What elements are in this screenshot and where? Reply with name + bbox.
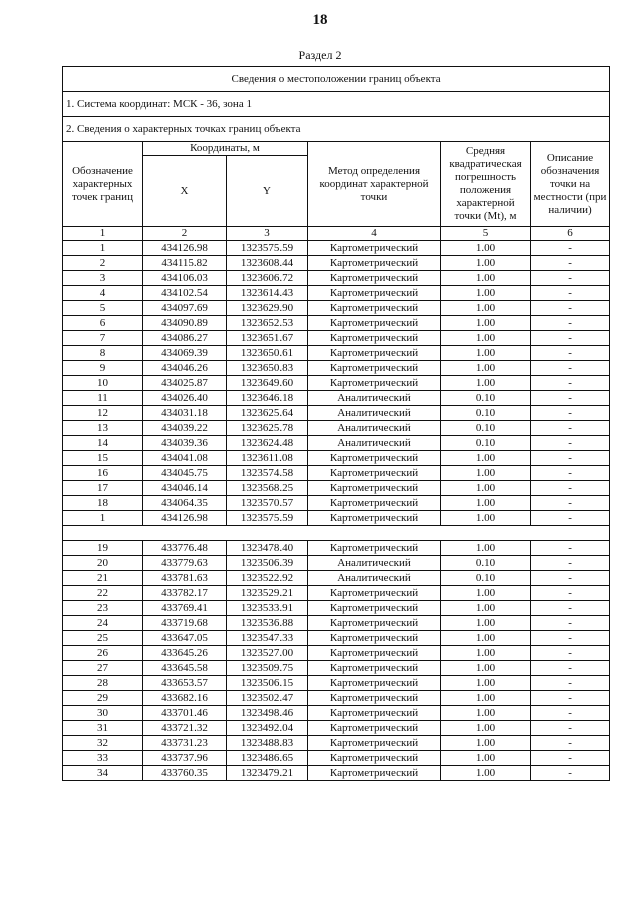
y-cell: 1323486.65 xyxy=(227,751,308,766)
table-row xyxy=(63,241,610,256)
x-cell: 433769.41 xyxy=(143,601,227,616)
x-cell: 433737.96 xyxy=(143,751,227,766)
point-name-cell: 31 xyxy=(63,721,143,736)
y-cell: 1323574.58 xyxy=(227,466,308,481)
method-cell: Картометрический xyxy=(308,451,441,466)
y-cell: 1323629.90 xyxy=(227,301,308,316)
description-cell: - xyxy=(531,256,610,271)
table-row xyxy=(63,361,610,376)
y-cell: 1323650.61 xyxy=(227,346,308,361)
description-cell: - xyxy=(531,361,610,376)
accuracy-cell: 1.00 xyxy=(441,451,531,466)
table-row xyxy=(63,256,610,271)
table-row xyxy=(63,661,610,676)
description-cell: - xyxy=(531,331,610,346)
method-cell: Картометрический xyxy=(308,631,441,646)
table-row xyxy=(63,616,610,631)
accuracy-cell: 1.00 xyxy=(441,376,531,391)
method-cell: Картометрический xyxy=(308,481,441,496)
x-cell: 433782.17 xyxy=(143,586,227,601)
description-cell: - xyxy=(531,571,610,586)
accuracy-cell: 1.00 xyxy=(441,646,531,661)
y-cell: 1323649.60 xyxy=(227,376,308,391)
x-cell: 433731.23 xyxy=(143,736,227,751)
point-name-cell: 17 xyxy=(63,481,143,496)
table-row xyxy=(63,766,610,781)
y-cell: 1323575.59 xyxy=(227,241,308,256)
table-row xyxy=(63,376,610,391)
x-cell: 433776.48 xyxy=(143,541,227,556)
method-cell: Картометрический xyxy=(308,661,441,676)
point-name-cell: 32 xyxy=(63,736,143,751)
accuracy-cell: 1.00 xyxy=(441,661,531,676)
method-cell: Картометрический xyxy=(308,496,441,511)
table-row xyxy=(63,391,610,406)
column-number: 6 xyxy=(531,227,610,241)
section-label: Раздел 2 xyxy=(298,48,342,62)
header-coordinates: Координаты, м xyxy=(143,142,308,156)
description-cell: - xyxy=(531,751,610,766)
table-row xyxy=(63,301,610,316)
description-cell: - xyxy=(531,376,610,391)
accuracy-cell: 0.10 xyxy=(441,571,531,586)
point-name-cell: 30 xyxy=(63,706,143,721)
table-row xyxy=(63,436,610,451)
table-row xyxy=(63,286,610,301)
y-cell: 1323529.21 xyxy=(227,586,308,601)
y-cell: 1323650.83 xyxy=(227,361,308,376)
x-cell: 434045.75 xyxy=(143,466,227,481)
accuracy-cell: 1.00 xyxy=(441,736,531,751)
x-cell: 434039.36 xyxy=(143,436,227,451)
method-cell: Аналитический xyxy=(308,406,441,421)
x-cell: 433719.68 xyxy=(143,616,227,631)
description-cell: - xyxy=(531,646,610,661)
table-row xyxy=(63,331,610,346)
y-cell: 1323606.72 xyxy=(227,271,308,286)
points-title: 2. Сведения о характерных точках границ объекта xyxy=(63,117,610,142)
accuracy-cell: 1.00 xyxy=(441,496,531,511)
y-cell: 1323575.59 xyxy=(227,511,308,526)
description-cell: - xyxy=(531,601,610,616)
y-cell: 1323646.18 xyxy=(227,391,308,406)
separator-cell xyxy=(63,526,610,541)
x-cell: 434031.18 xyxy=(143,406,227,421)
description-cell: - xyxy=(531,706,610,721)
method-cell: Картометрический xyxy=(308,331,441,346)
y-cell: 1323652.53 xyxy=(227,316,308,331)
y-cell: 1323533.91 xyxy=(227,601,308,616)
point-name-cell: 1 xyxy=(63,511,143,526)
x-cell: 434126.98 xyxy=(143,511,227,526)
contour-separator-row xyxy=(63,526,610,541)
accuracy-cell: 1.00 xyxy=(441,286,531,301)
method-cell: Картометрический xyxy=(308,376,441,391)
accuracy-cell: 1.00 xyxy=(441,751,531,766)
column-number: 1 xyxy=(63,227,143,241)
y-cell: 1323624.48 xyxy=(227,436,308,451)
x-cell: 434090.89 xyxy=(143,316,227,331)
description-cell: - xyxy=(531,286,610,301)
method-cell: Картометрический xyxy=(308,466,441,481)
point-name-cell: 2 xyxy=(63,256,143,271)
description-cell: - xyxy=(531,616,610,631)
method-cell: Картометрический xyxy=(308,241,441,256)
table-row xyxy=(63,751,610,766)
description-cell: - xyxy=(531,691,610,706)
x-cell: 434046.14 xyxy=(143,481,227,496)
accuracy-cell: 1.00 xyxy=(441,466,531,481)
accuracy-cell: 1.00 xyxy=(441,721,531,736)
y-cell: 1323509.75 xyxy=(227,661,308,676)
x-cell: 434069.39 xyxy=(143,346,227,361)
y-cell: 1323625.64 xyxy=(227,406,308,421)
table-row xyxy=(63,406,610,421)
description-cell: - xyxy=(531,466,610,481)
method-cell: Картометрический xyxy=(308,601,441,616)
point-name-cell: 11 xyxy=(63,391,143,406)
description-cell: - xyxy=(531,556,610,571)
method-cell: Картометрический xyxy=(308,586,441,601)
point-name-cell: 12 xyxy=(63,406,143,421)
description-cell: - xyxy=(531,406,610,421)
header-point-name: Обозначение характерных точек границ xyxy=(63,142,143,227)
table-row xyxy=(63,736,610,751)
description-cell: - xyxy=(531,496,610,511)
x-cell: 434102.54 xyxy=(143,286,227,301)
y-cell: 1323479.21 xyxy=(227,766,308,781)
y-cell: 1323611.08 xyxy=(227,451,308,466)
accuracy-cell: 1.00 xyxy=(441,271,531,286)
accuracy-cell: 1.00 xyxy=(441,316,531,331)
y-cell: 1323478.40 xyxy=(227,541,308,556)
x-cell: 434106.03 xyxy=(143,271,227,286)
method-cell: Аналитический xyxy=(308,571,441,586)
point-name-cell: 10 xyxy=(63,376,143,391)
page-number: 18 xyxy=(312,12,328,28)
y-cell: 1323506.39 xyxy=(227,556,308,571)
accuracy-cell: 1.00 xyxy=(441,706,531,721)
accuracy-cell: 1.00 xyxy=(441,586,531,601)
point-name-cell: 20 xyxy=(63,556,143,571)
column-numbers-row xyxy=(63,227,610,241)
y-cell: 1323522.92 xyxy=(227,571,308,586)
description-cell: - xyxy=(531,586,610,601)
accuracy-cell: 1.00 xyxy=(441,301,531,316)
point-name-cell: 28 xyxy=(63,676,143,691)
x-cell: 434115.82 xyxy=(143,256,227,271)
x-cell: 434097.69 xyxy=(143,301,227,316)
method-cell: Аналитический xyxy=(308,436,441,451)
y-cell: 1323614.43 xyxy=(227,286,308,301)
table-row xyxy=(63,721,610,736)
method-cell: Картометрический xyxy=(308,676,441,691)
point-name-cell: 22 xyxy=(63,586,143,601)
x-cell: 434086.27 xyxy=(143,331,227,346)
description-cell: - xyxy=(531,676,610,691)
method-cell: Картометрический xyxy=(308,271,441,286)
method-cell: Картометрический xyxy=(308,301,441,316)
accuracy-cell: 1.00 xyxy=(441,331,531,346)
x-cell: 433645.26 xyxy=(143,646,227,661)
point-name-cell: 13 xyxy=(63,421,143,436)
accuracy-cell: 1.00 xyxy=(441,676,531,691)
header-accuracy: Средняя квадратическая погрешность положения характерной точки (Mt), м xyxy=(441,142,531,227)
coord-system: 1. Система координат: МСК - 36, зона 1 xyxy=(63,92,610,117)
table-row xyxy=(63,541,610,556)
point-name-cell: 24 xyxy=(63,616,143,631)
table-row xyxy=(63,316,610,331)
table-row xyxy=(63,706,610,721)
method-cell: Аналитический xyxy=(308,391,441,406)
description-cell: - xyxy=(531,631,610,646)
method-cell: Картометрический xyxy=(308,616,441,631)
x-cell: 434039.22 xyxy=(143,421,227,436)
table-body xyxy=(63,241,610,781)
accuracy-cell: 1.00 xyxy=(441,256,531,271)
method-cell: Картометрический xyxy=(308,751,441,766)
table-row xyxy=(63,556,610,571)
y-cell: 1323651.67 xyxy=(227,331,308,346)
accuracy-cell: 0.10 xyxy=(441,391,531,406)
accuracy-cell: 1.00 xyxy=(441,346,531,361)
y-cell: 1323547.33 xyxy=(227,631,308,646)
y-cell: 1323527.00 xyxy=(227,646,308,661)
table-row xyxy=(63,511,610,526)
method-cell: Картометрический xyxy=(308,511,441,526)
table-row xyxy=(63,466,610,481)
x-cell: 434046.26 xyxy=(143,361,227,376)
x-cell: 433779.63 xyxy=(143,556,227,571)
method-cell: Аналитический xyxy=(308,421,441,436)
description-cell: - xyxy=(531,316,610,331)
x-cell: 433647.05 xyxy=(143,631,227,646)
y-cell: 1323536.88 xyxy=(227,616,308,631)
y-cell: 1323625.78 xyxy=(227,421,308,436)
table-title: Сведения о местоположении границ объекта xyxy=(63,67,610,92)
method-cell: Картометрический xyxy=(308,541,441,556)
description-cell: - xyxy=(531,346,610,361)
table-row xyxy=(63,691,610,706)
column-number: 3 xyxy=(227,227,308,241)
point-name-cell: 19 xyxy=(63,541,143,556)
x-cell: 434026.40 xyxy=(143,391,227,406)
description-cell: - xyxy=(531,451,610,466)
y-cell: 1323506.15 xyxy=(227,676,308,691)
table-row xyxy=(63,601,610,616)
x-cell: 433653.57 xyxy=(143,676,227,691)
x-cell: 433645.58 xyxy=(143,661,227,676)
table-row xyxy=(63,571,610,586)
method-cell: Картометрический xyxy=(308,766,441,781)
method-cell: Картометрический xyxy=(308,361,441,376)
accuracy-cell: 1.00 xyxy=(441,481,531,496)
description-cell: - xyxy=(531,721,610,736)
accuracy-cell: 1.00 xyxy=(441,766,531,781)
point-name-cell: 6 xyxy=(63,316,143,331)
x-cell: 434126.98 xyxy=(143,241,227,256)
y-cell: 1323502.47 xyxy=(227,691,308,706)
point-name-cell: 21 xyxy=(63,571,143,586)
column-number: 2 xyxy=(143,227,227,241)
point-name-cell: 4 xyxy=(63,286,143,301)
x-cell: 434041.08 xyxy=(143,451,227,466)
method-cell: Картометрический xyxy=(308,346,441,361)
table-row xyxy=(63,631,610,646)
header-y: Y xyxy=(227,156,308,227)
accuracy-cell: 1.00 xyxy=(441,541,531,556)
table-row xyxy=(63,271,610,286)
method-cell: Картометрический xyxy=(308,286,441,301)
description-cell: - xyxy=(531,481,610,496)
point-name-cell: 8 xyxy=(63,346,143,361)
accuracy-cell: 1.00 xyxy=(441,361,531,376)
point-name-cell: 1 xyxy=(63,241,143,256)
method-cell: Картометрический xyxy=(308,706,441,721)
description-cell: - xyxy=(531,661,610,676)
point-name-cell: 15 xyxy=(63,451,143,466)
point-name-cell: 7 xyxy=(63,331,143,346)
table-row xyxy=(63,451,610,466)
description-cell: - xyxy=(531,391,610,406)
boundary-table xyxy=(62,66,610,781)
x-cell: 433682.16 xyxy=(143,691,227,706)
y-cell: 1323488.83 xyxy=(227,736,308,751)
accuracy-cell: 0.10 xyxy=(441,556,531,571)
description-cell: - xyxy=(531,766,610,781)
accuracy-cell: 0.10 xyxy=(441,406,531,421)
x-cell: 433760.35 xyxy=(143,766,227,781)
x-cell: 433701.46 xyxy=(143,706,227,721)
point-name-cell: 3 xyxy=(63,271,143,286)
description-cell: - xyxy=(531,271,610,286)
point-name-cell: 16 xyxy=(63,466,143,481)
table-row xyxy=(63,676,610,691)
description-cell: - xyxy=(531,301,610,316)
table-row xyxy=(63,481,610,496)
column-number: 5 xyxy=(441,227,531,241)
x-cell: 433781.63 xyxy=(143,571,227,586)
accuracy-cell: 0.10 xyxy=(441,436,531,451)
method-cell: Картометрический xyxy=(308,691,441,706)
description-cell: - xyxy=(531,436,610,451)
x-cell: 433721.32 xyxy=(143,721,227,736)
point-name-cell: 5 xyxy=(63,301,143,316)
point-name-cell: 18 xyxy=(63,496,143,511)
point-name-cell: 23 xyxy=(63,601,143,616)
accuracy-cell: 0.10 xyxy=(441,421,531,436)
accuracy-cell: 1.00 xyxy=(441,616,531,631)
description-cell: - xyxy=(531,511,610,526)
header-x: X xyxy=(143,156,227,227)
point-name-cell: 25 xyxy=(63,631,143,646)
column-number: 4 xyxy=(308,227,441,241)
y-cell: 1323608.44 xyxy=(227,256,308,271)
description-cell: - xyxy=(531,541,610,556)
point-name-cell: 34 xyxy=(63,766,143,781)
accuracy-cell: 1.00 xyxy=(441,241,531,256)
point-name-cell: 33 xyxy=(63,751,143,766)
method-cell: Картометрический xyxy=(308,646,441,661)
point-name-cell: 14 xyxy=(63,436,143,451)
accuracy-cell: 1.00 xyxy=(441,691,531,706)
accuracy-cell: 1.00 xyxy=(441,601,531,616)
point-name-cell: 27 xyxy=(63,661,143,676)
point-name-cell: 9 xyxy=(63,361,143,376)
table-row xyxy=(63,421,610,436)
description-cell: - xyxy=(531,241,610,256)
y-cell: 1323568.25 xyxy=(227,481,308,496)
y-cell: 1323492.04 xyxy=(227,721,308,736)
method-cell: Аналитический xyxy=(308,556,441,571)
table-row xyxy=(63,586,610,601)
method-cell: Картометрический xyxy=(308,256,441,271)
y-cell: 1323570.57 xyxy=(227,496,308,511)
description-cell: - xyxy=(531,421,610,436)
point-name-cell: 26 xyxy=(63,646,143,661)
accuracy-cell: 1.00 xyxy=(441,511,531,526)
table-row xyxy=(63,346,610,361)
method-cell: Картометрический xyxy=(308,736,441,751)
x-cell: 434025.87 xyxy=(143,376,227,391)
header-description: Описание обозначения точки на местности (при наличии) xyxy=(531,142,610,227)
y-cell: 1323498.46 xyxy=(227,706,308,721)
point-name-cell: 29 xyxy=(63,691,143,706)
header-method: Метод определения координат характерной точки xyxy=(308,142,441,227)
method-cell: Картометрический xyxy=(308,316,441,331)
x-cell: 434064.35 xyxy=(143,496,227,511)
method-cell: Картометрический xyxy=(308,721,441,736)
description-cell: - xyxy=(531,736,610,751)
table-row xyxy=(63,496,610,511)
table-row xyxy=(63,646,610,661)
accuracy-cell: 1.00 xyxy=(441,631,531,646)
